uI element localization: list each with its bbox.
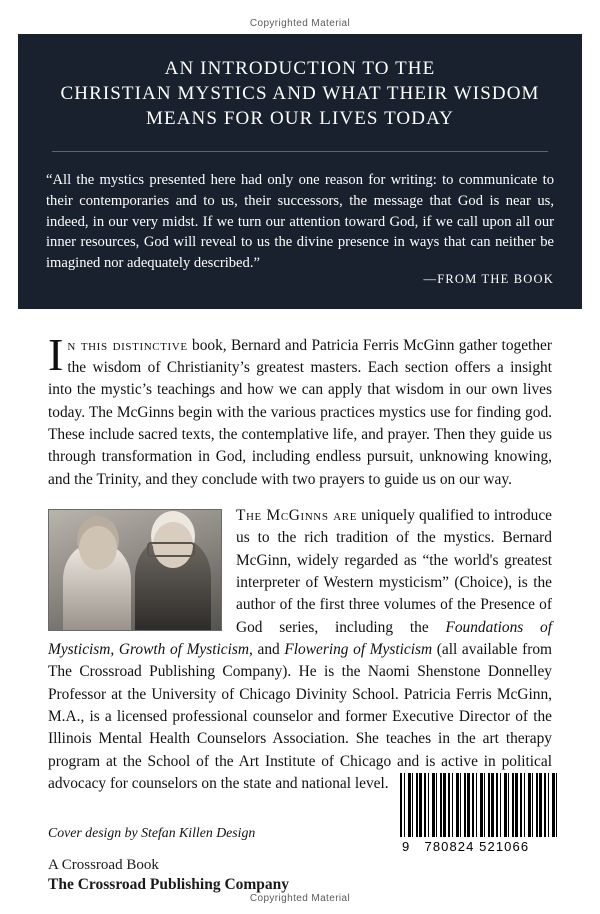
pull-quote-text: “All the mystics presented here had only one reason for writing: to communicate to their contemporaries and to us, their successors, the message that God is near us, indeed, in our very midst. If we turn our attention toward God, if we call upon all our inner resources, God will reveal to us the divine presence in ways that can neither be imagined nor adequately described.”	[46, 172, 554, 272]
paragraph2-part2: and	[252, 641, 285, 659]
barcode-digit-body: 780824 521066	[424, 839, 530, 854]
divider	[52, 151, 548, 152]
paragraph2-part1: uniquely qualified to introduce us to the rich tradition of the mystics. Bernard McGinn, widely regarded as “the world's greatest interpreter of Western mysticism” (Choice), is the author of the first three volumes of the Presence of God series, including the	[236, 507, 552, 636]
author-photo	[48, 509, 222, 631]
paragraph2-italic2: Flowering of Mysticism	[284, 641, 433, 659]
headline-line-3: MEANS FOR OUR LIVES TODAY	[146, 108, 454, 130]
barcode-digits	[400, 839, 560, 854]
publisher-label: The Crossroad Publishing Company	[48, 876, 290, 894]
barcode-bars	[400, 773, 558, 837]
headline-line-2: CHRISTIAN MYSTICS AND WHAT THEIR WISDOM	[60, 83, 540, 105]
quote-attribution: —FROM THE BOOK	[423, 271, 554, 286]
paragraph2-part3: (all available from The Crossroad Publishing Company). He is the Naomi Shenstone Donnelley Professor at the University of Chicago Divinity School. Patricia Ferris McGinn, M.A., is a licensed professional counselor and former Executive Director of the Illinois Mental Health Counselors Association. She teaches in the art therapy program at the School of the Art Institute of Chicago and is active in political advocacy for counselors on the state and national level.	[48, 641, 553, 793]
barcode	[400, 773, 560, 854]
paragraph1-text: book, Bernard and Patricia Ferris McGinn gather together the wisdom of Christianity’s greatest masters. Each section offers a insight into the mystic’s teachings and how we can apply that wisdom in our own lives today. The McGinns begin with the various practices mystics use for finding god. These include sacred texts, the contemplative life, and prayer. Then they guide us through transformation in God, including endless pursuit, unknowing knowing, and the Trinity, and they conclude with two prayers to guide us on our way.	[48, 336, 552, 488]
glasses-icon	[147, 542, 195, 557]
pull-quote-block	[46, 170, 554, 287]
author-head-left	[79, 526, 117, 570]
headline-line-1: AN INTRODUCTION TO THE	[164, 58, 436, 79]
paragraph2-italic1: Foundations of Mysticism, Growth of Mysticism,	[48, 618, 552, 659]
copyright-notice-top: Copyrighted Material	[249, 18, 351, 29]
drop-cap: I	[48, 328, 64, 380]
imprint-label: A Crossroad Book	[48, 857, 159, 874]
copyright-notice-bottom: Copyrighted Material	[249, 893, 351, 904]
paragraph1-smallcaps: n this distinctive	[67, 336, 188, 354]
cover-design-credit: Cover design by Stefan Killen Design	[48, 825, 256, 841]
barcode-digit-prefix: 9	[402, 839, 411, 854]
paragraph2-smallcaps: The McGinns are	[236, 507, 358, 525]
description-paragraph	[48, 328, 552, 491]
header-block	[18, 34, 582, 309]
book-back-cover	[18, 34, 582, 894]
page-title	[46, 56, 554, 131]
